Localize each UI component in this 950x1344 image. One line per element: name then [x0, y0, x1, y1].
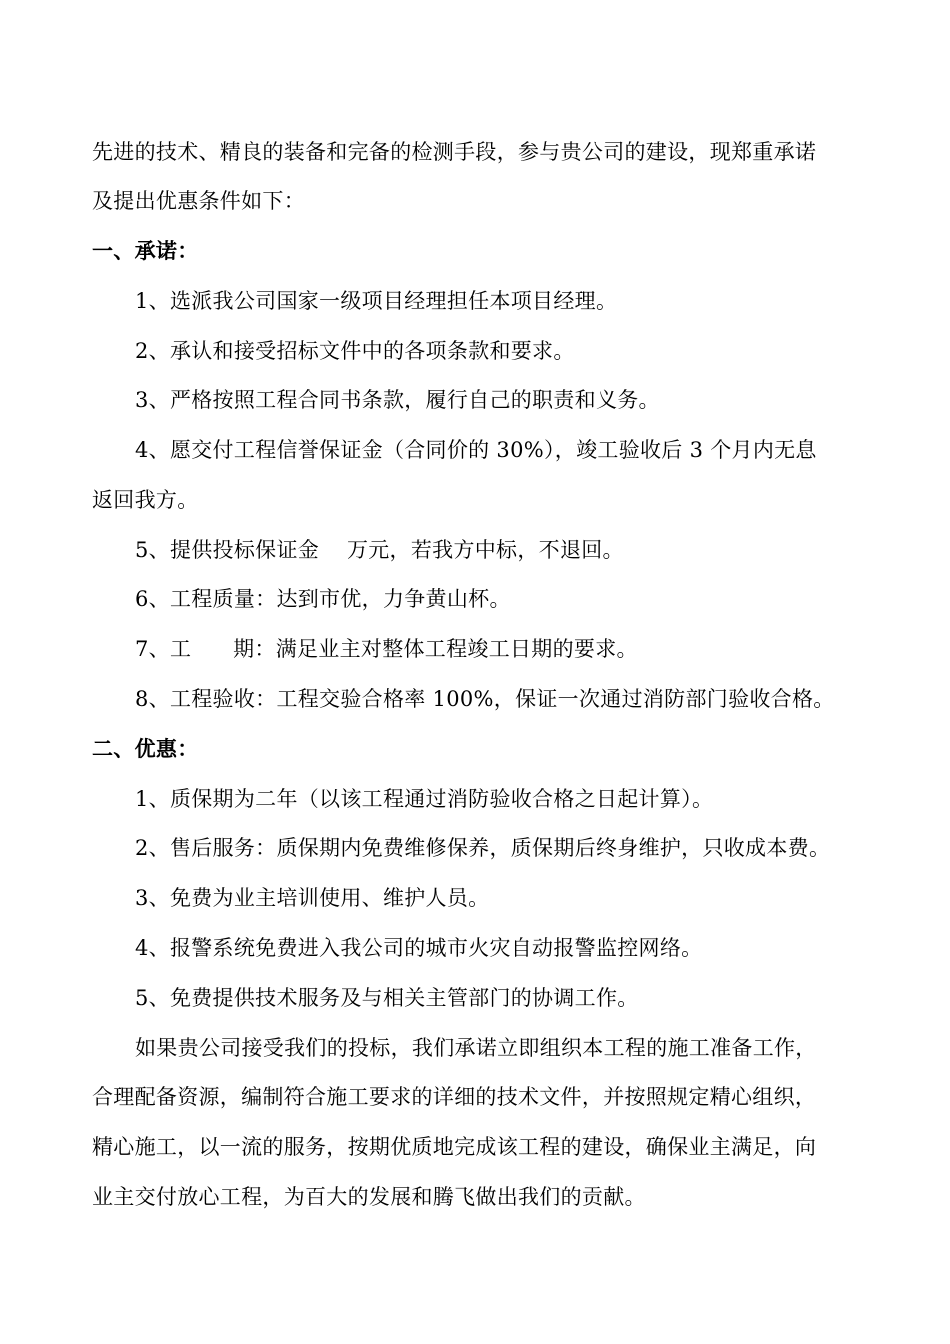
discount-item: 5、免费提供技术服务及与相关主管部门的协调工作。 — [135, 986, 639, 1010]
discount-item: 2、售后服务：质保期内免费维修保养，质保期后终身维护，只收成本费。 — [135, 836, 831, 860]
commitment-item: 6、工程质量：达到市优，力争黄山杯。 — [135, 587, 511, 611]
section-heading-discount: 二、优惠： — [92, 736, 199, 761]
commitment-item: 8、工程验收：工程交验合格率 100%，保证一次通过消防部门验收合格。 — [135, 687, 835, 711]
closing-line: 业主交付放心工程，为百大的发展和腾飞做出我们的贡献。 — [92, 1185, 646, 1209]
commitment-item: 5、提供投标保证金 万元，若我方中标，不退回。 — [135, 538, 624, 562]
closing-line: 精心施工，以一流的服务，按期优质地完成该工程的建设，确保业主满足，向 — [92, 1135, 817, 1159]
intro-line: 及提出优惠条件如下： — [92, 189, 305, 213]
section-heading-commitment: 一、承诺： — [92, 238, 199, 263]
intro-line: 先进的技术、精良的装备和完备的检测手段，参与贵公司的建设，现郑重承诺 — [92, 140, 817, 164]
commitment-item-continuation: 返回我方。 — [92, 488, 199, 512]
commitment-item: 2、承认和接受招标文件中的各项条款和要求。 — [135, 339, 575, 363]
closing-line: 合理配备资源，编制符合施工要求的详细的技术文件，并按照规定精心组织， — [92, 1085, 817, 1109]
commitment-item: 7、工 期：满足业主对整体工程竣工日期的要求。 — [135, 637, 638, 661]
commitment-item: 4、愿交付工程信誉保证金（合同价的 30%），竣工验收后 3 个月内无息 — [135, 438, 817, 462]
discount-item: 3、免费为业主培训使用、维护人员。 — [135, 886, 490, 910]
commitment-item: 3、严格按照工程合同书条款，履行自己的职责和义务。 — [135, 388, 660, 412]
discount-item: 1、质保期为二年（以该工程通过消防验收合格之日起计算）。 — [135, 787, 714, 811]
commitment-item: 1、选派我公司国家一级项目经理担任本项目经理。 — [135, 289, 618, 313]
closing-line: 如果贵公司接受我们的投标，我们承诺立即组织本工程的施工准备工作， — [135, 1036, 817, 1060]
discount-item: 4、报警系统免费进入我公司的城市火灾自动报警监控网络。 — [135, 936, 703, 960]
